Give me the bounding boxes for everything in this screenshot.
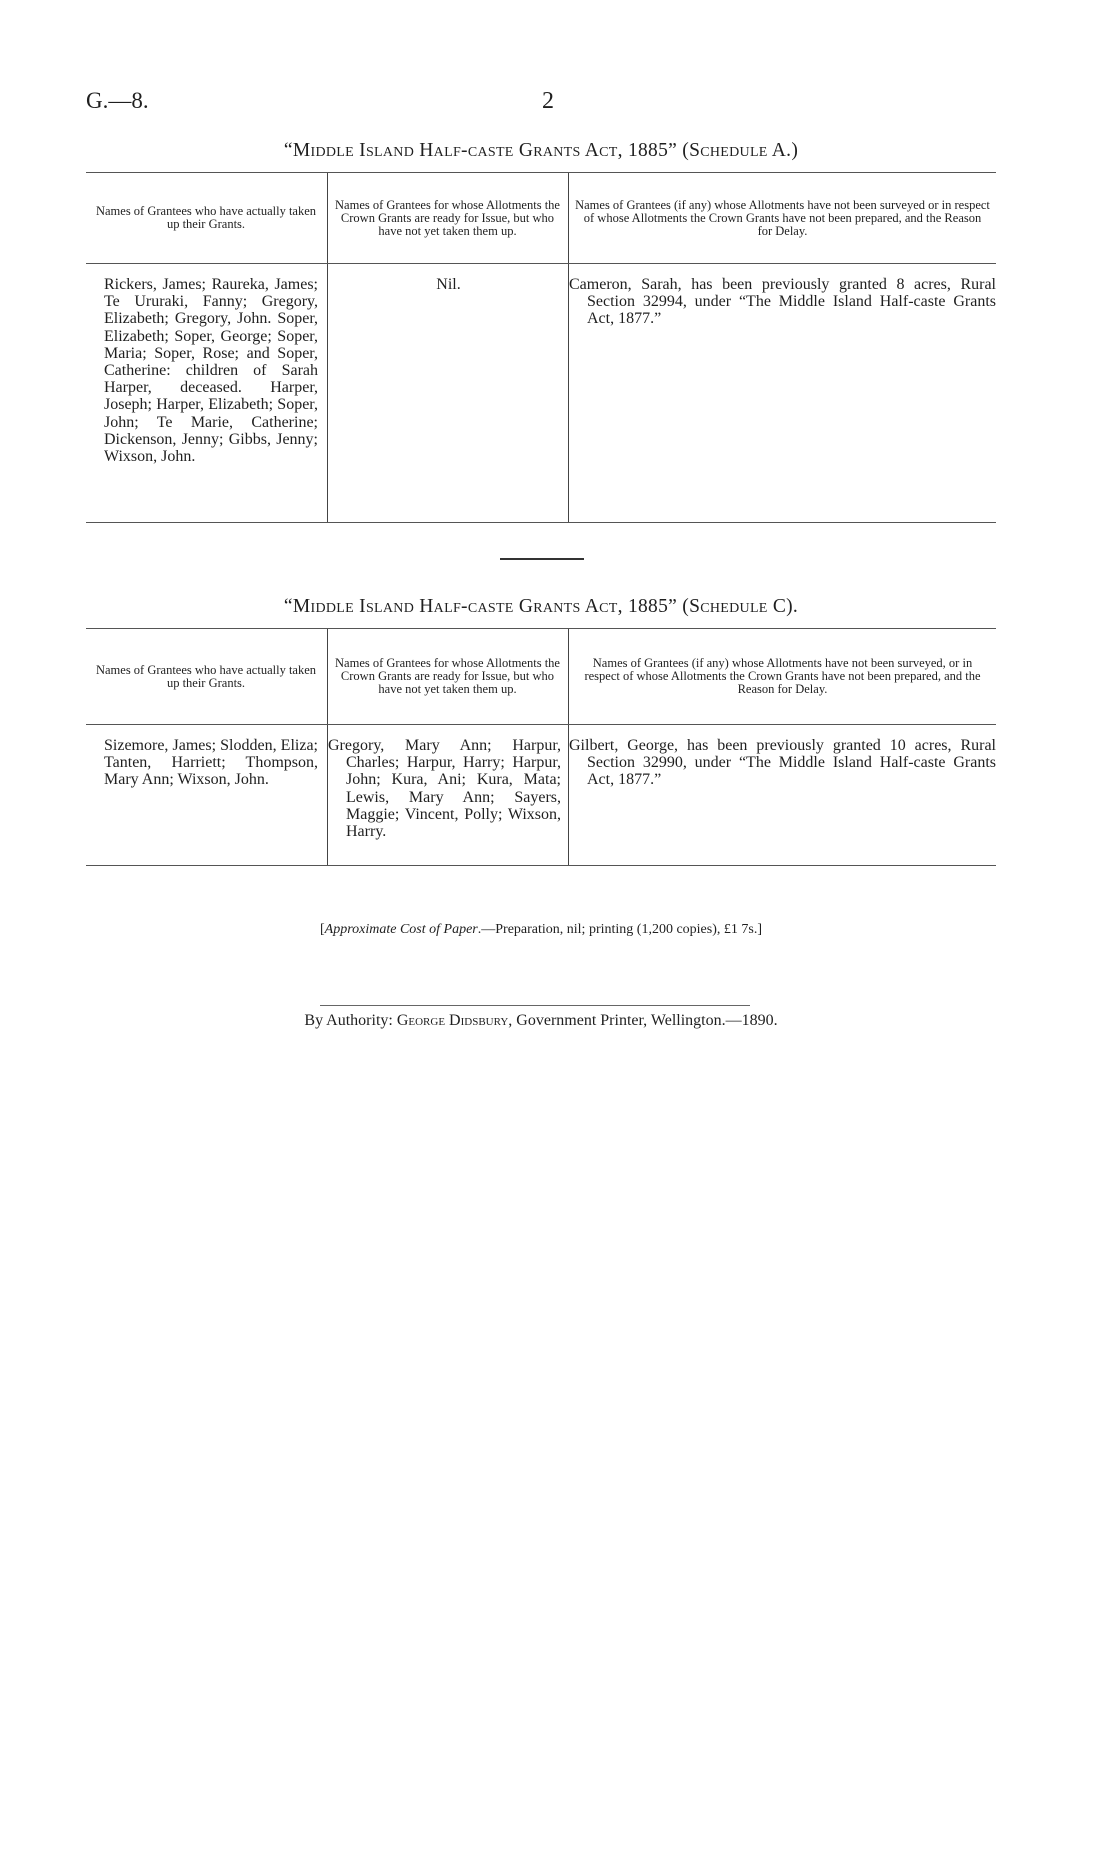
schedule-a-table — [86, 172, 996, 523]
schedule-c-grantees-ready: Gregory, Mary Ann; Harpur, Charles; Harpur, Harry; Harpur, John; Kura, Ani; Kura, Mata; Lewis, Mary Ann; Sayers, Maggie; Vincent, Polly; Wixson, Harry. — [327, 725, 567, 865]
page-number: 2 — [542, 88, 554, 114]
page-header — [86, 88, 996, 118]
schedule-a-title: “Middle Island Half-caste Grants Act, 1885” (Schedule A.) — [283, 140, 799, 161]
schedule-a-label: Schedule A. — [689, 140, 792, 161]
schedule-c-table — [86, 628, 996, 866]
schedule-a-grantees-ready: Nil. — [327, 264, 567, 522]
schedule-a-body-row — [86, 264, 996, 522]
schedule-c-header-ready: Names of Grantees for whose Allotments the Crown Grants are ready for Issue, but who have not yet taken them up. — [327, 629, 567, 724]
section-separator — [500, 558, 584, 560]
schedule-a-grantees-taken-up: Rickers, James; Raureka, James; Te Ururaki, Fanny; Gregory, Elizabeth; Gregory, John. Soper, Elizabeth; Soper, George; Soper, Maria; Soper, Rose; and Soper, Catherine: children of Sarah Harper, deceased. Harper, Joseph; Harper, Elizabeth; Soper, John; Te Marie, Catherine; Dickenson, Jenny; Gibbs, Jenny; Wixson, John. — [104, 276, 318, 466]
schedule-c-act-name: Middle Island Half-caste Grants Act — [292, 596, 618, 617]
page-reference: G.—8. — [86, 88, 149, 113]
authority-rule — [320, 1005, 750, 1006]
schedule-a-grantees-not-surveyed: Cameron, Sarah, has been previously granted 8 acres, Rural Section 32994, under “The Middle Island Half-caste Grants Act, 1877.” — [568, 264, 996, 522]
schedule-c-header-taken-up: Names of Grantees who have actually taken up their Grants. — [95, 662, 317, 690]
schedule-c-body-row — [86, 725, 996, 865]
cost-note-label: Approximate Cost of Paper — [324, 922, 478, 937]
schedule-c-label: Schedule C — [689, 596, 787, 617]
schedule-a-act-name: Middle Island Half-caste Grants Act — [292, 140, 618, 161]
schedule-c-grantees-not-surveyed: Gilbert, George, has been previously granted 10 acres, Rural Section 32990, under “The Middle Island Half-caste Grants Act, 1877.” — [568, 725, 996, 865]
printer-authority: By Authority: George Didsbury, Government Printer, Wellington.—1890. — [304, 1012, 778, 1029]
schedule-a-header-ready: Names of Grantees for whose Allotments the Crown Grants are ready for Issue, but who have not yet taken them up. — [327, 173, 567, 263]
schedule-a-header-not-surveyed: Names of Grantees (if any) whose Allotments have not been surveyed or in respect of whose Allotments the Crown Grants have not been prepared, and the Reason for Delay. — [568, 173, 996, 263]
schedule-c-header-not-surveyed: Names of Grantees (if any) whose Allotments have not been surveyed, or in respect of whose Allotments the Crown Grants have not been prepared, and the Reason for Delay. — [568, 629, 996, 724]
approximate-cost-note: [Approximate Cost of Paper.—Preparation, nil; printing (1,200 copies), £1 7s.] — [320, 922, 762, 937]
schedule-c-header-row — [86, 629, 996, 725]
schedule-a-header-row — [86, 173, 996, 264]
schedule-c-grantees-taken-up: Sizemore, James; Slodden, Eliza; Tanten, Harriett; Thompson, Mary Ann; Wixson, John. — [104, 737, 318, 789]
printer-name: George Didsbury — [396, 1012, 509, 1029]
schedule-c-title: “Middle Island Half-caste Grants Act, 1885” (Schedule C). — [283, 596, 799, 617]
cost-note-text: .—Preparation, nil; printing (1,200 copies), £1 7s.] — [477, 922, 762, 937]
schedule-a-header-taken-up: Names of Grantees who have actually taken up their Grants. — [95, 204, 317, 231]
